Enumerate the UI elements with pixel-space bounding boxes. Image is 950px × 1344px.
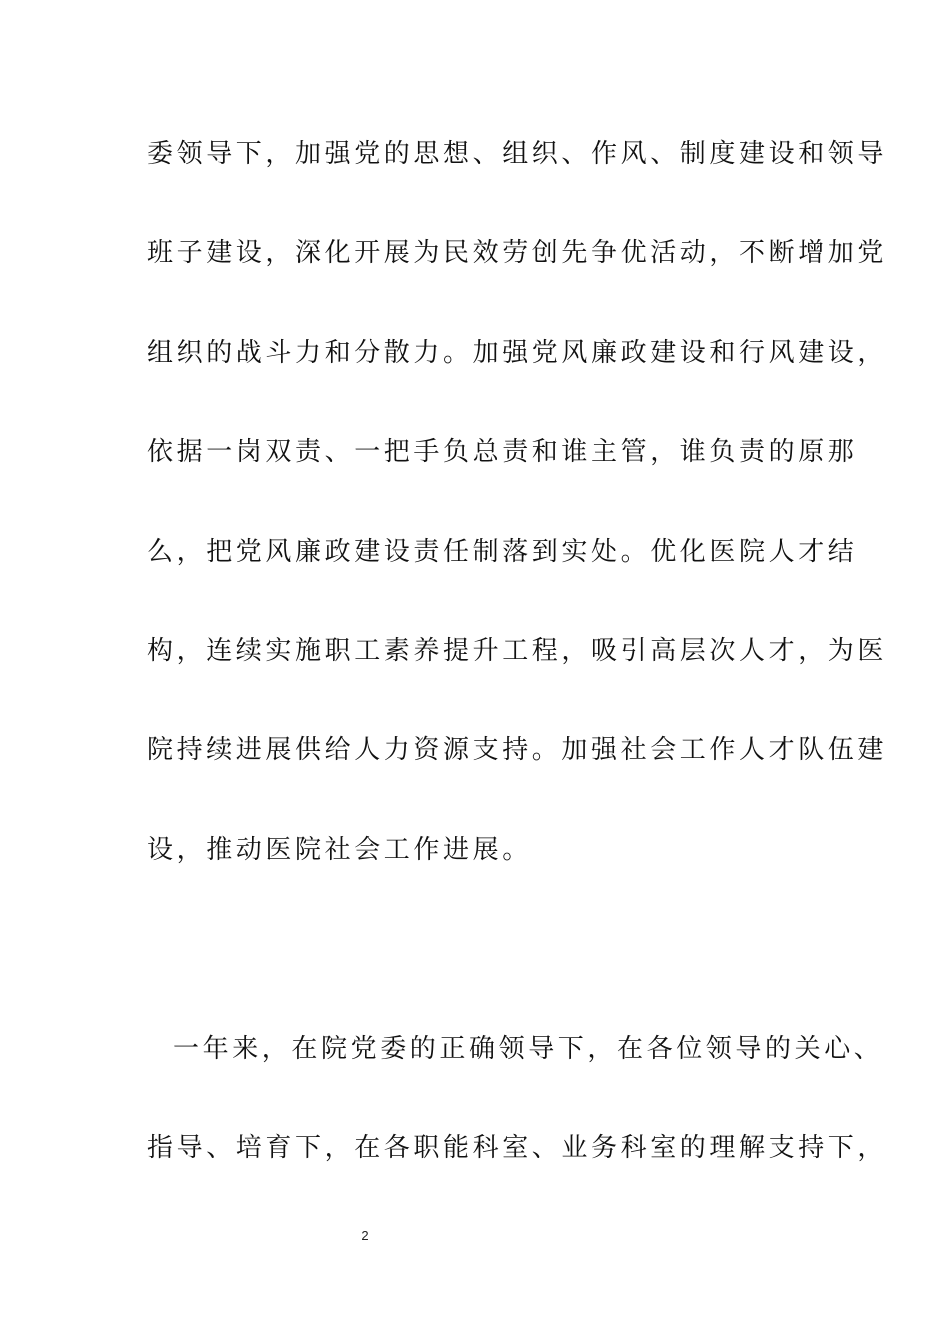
text-line: 院持续进展供给人力资源支持。加强社会工作人才队伍建 bbox=[147, 735, 888, 765]
text-line: 设，推动医院社会工作进展。 bbox=[147, 835, 532, 865]
text-line: 委领导下，加强党的思想、组织、作风、制度建设和领导 bbox=[147, 139, 888, 169]
page-number: 2 bbox=[361, 1228, 369, 1243]
text-line: 么，把党风廉政建设责任制落到实处。优化医院人才结 bbox=[147, 537, 858, 567]
text-line: 构，连续实施职工素养提升工程，吸引高层次人才，为医 bbox=[147, 636, 888, 666]
text-line: 班子建设，深化开展为民效劳创先争优活动，不断增加党 bbox=[147, 238, 888, 268]
text-line: 依据一岗双责、一把手负总责和谁主管，谁负责的原那 bbox=[147, 437, 858, 467]
paragraph-first-line: 一年来，在院党委的正确领导下，在各位领导的关心、 bbox=[173, 1034, 884, 1064]
text-line: 组织的战斗力和分散力。加强党风廉政建设和行风建设， bbox=[147, 338, 888, 368]
text-line: 指导、培育下，在各职能科室、业务科室的理解支持下， bbox=[147, 1133, 888, 1163]
